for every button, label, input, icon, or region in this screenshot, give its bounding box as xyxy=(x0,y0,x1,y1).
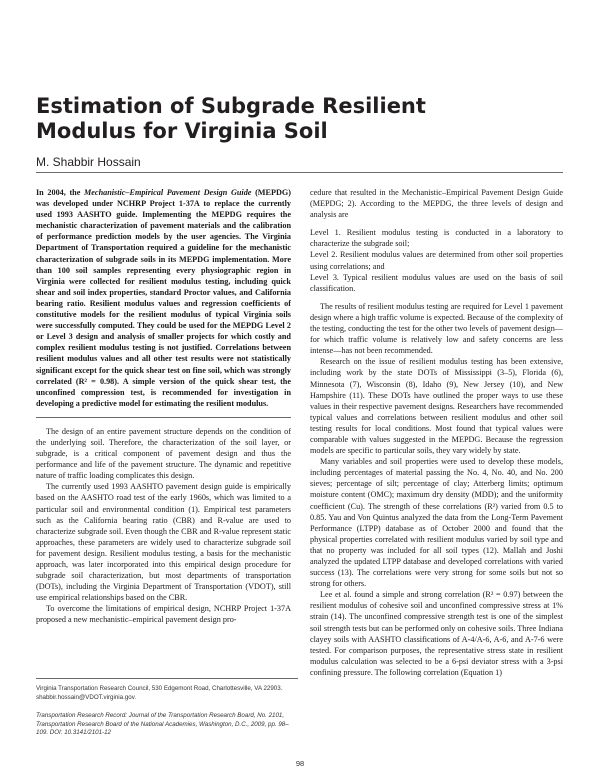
abstract-guide-title: Mechanistic–Empirical Pavement Design Guide xyxy=(84,188,252,197)
body-paragraph: Many variables and soil properties were used to develop these models, including percentages of material passing the No. 4, No. 40, and No. 200 sieves; percentage of silt; percentage of clay; Atterberg limits; optimum moisture content (OMC); maximum dry density (MDD); and the uniformity coefficient (Cu). The strength of these correlations (R²) varied from 0.5 to 0.85. Yau and Von Quintus analyzed the data from the Long-Term Pavement Performance (LTPP) database as of October 2000 and found that the physical properties correlated with resilient modulus varied by soil type and that no property was included for all soil types (12). Mallah and Joshi analyzed the updated LTPP database and developed correlations with varied success (13). The correlations were very strong for some soils but not so strong for others. xyxy=(310,457,563,589)
body-paragraph: Lee et al. found a simple and strong correlation (R² = 0.97) between the resilient modulus of cohesive soil and unconfined compressive stress at 1% strain (14). The unconfined compressive strength test is one of the simplest soil strength tests but can be performed only on cohesive soils. Three Indiana clayey soils with AASHTO classifications of A-4/A-6, A-6, and A-7-6 were tested. For comparison purposes, the representative stress state in resilient modulus calculation was selected to be a 6-psi deviator stress with a 3-psi confining pressure. The following correlation (Equation 1) xyxy=(310,590,563,677)
body-paragraph: To overcome the limitations of empirical design, NCHRP Project 1-37A proposed a new mechanistic–empirical pavement design pro- xyxy=(36,604,291,625)
paper-title: Estimation of Subgrade Resilient Modulus for Virginia Soil xyxy=(36,94,426,143)
body-paragraph: The design of an entire pavement structure depends on the condition of the underlying soil. Therefore, the characterization of the soil layer, or subgrade, is a critical component of pavement design and thus the performance and life of the pavement structure. The dynamic and repetitive nature of traffic loading complicates this design. xyxy=(36,426,291,481)
body-paragraph: cedure that resulted in the Mechanistic–Empirical Pavement Design Guide (MEPDG; 2). According to the MEPDG, the three levels of design and analysis are xyxy=(310,188,563,220)
spacer xyxy=(310,294,563,301)
body-paragraph: The currently used 1993 AASHTO pavement design guide is empirically based on the AASHTO road test of the early 1960s, which was limited to a particular soil and environmental condition (1). Empirical test parameters such as the California bearing ratio (CBR) and R-value are used to characterize subgrade soil. Even though the CBR and R-value represent static approaches, these parameters are widely used to characterize subgrade soil for pavement design. Resilient modulus testing, a basis for the mechanistic approach, was later incorporated into this empirical design procedure for subgrade soil characterization, but most departments of transportation (DOTs), including the Virginia Department of Transportation (VDOT), still use empirical relationships based on the CBR. xyxy=(36,482,291,603)
abstract xyxy=(36,187,291,409)
body-paragraph: Research on the issue of resilient modulus testing has been extensive, including work by the state DOTs of Mississippi (3–5), Florida (6), Minnesota (7), Wisconsin (8), Idaho (9), New Jersey (10), and New Hampshire (11). These DOTs have outlined the proper ways to use these values in their respective pavement designs. Researchers have recommended typical values and correlations between resilient modulus and other soil testing results for local conditions. Most found that typical values were comparable with values suggested in the MEPDG. Because the regression models are specific to particular soils, they vary widely by state. xyxy=(310,357,563,456)
footnote-divider xyxy=(36,678,298,679)
page-number: 98 xyxy=(295,759,305,768)
design-level-item: Level 3. Typical resilient modulus values are used on the basis of soil classification. xyxy=(310,272,563,293)
spacer xyxy=(310,220,563,227)
design-level-item: Level 2. Resilient modulus values are determined from other soil properties using correlations; and xyxy=(310,250,563,271)
design-level-item: Level 1. Resilient modulus testing is conducted in a laboratory to characterize the subgrade soil; xyxy=(310,228,563,249)
title-divider xyxy=(36,172,563,173)
abstract-body: (MEPDG) was developed under NCHRP Project 1-37A to replace the currently used 1993 AASHTO guide. Implementing the MEPDG requires the mechanistic characterization of pavement materials and the calibration of performance prediction models by the user agencies. The Virginia Department of Transportation required a guideline for the mechanistic characterization of subgrade soils in its MEPDG implementation. More than 100 soil samples representing every physiographic region in Virginia were collected for resilient modulus testing, including quick shear and soil index properties, standard Proctor values, and California bearing ratio. Resilient modulus values and regression coefficients of constitutive models for the resilient modulus of typical Virginia soils were successfully computed. They could be used for the MEPDG Level 2 or Level 3 design and analysis of smaller projects for which costly and complex resilient modulus testing is not justified. Correlations between resilient modulus values and all other test results were not statistically significant except for the quick shear test on fine soil, which was strongly correlated (R² = 0.98). A simple version of the quick shear test, the unconfined compression test, is recommended for investigation in developing a predictive model for estimating the resilient modulus. xyxy=(36,188,291,408)
abstract-lead: In 2004, the xyxy=(36,188,85,197)
left-column xyxy=(36,187,291,626)
citation-footnote: Transportation Research Record: Journal of the Transportation Research Board, No. 2101, Transportation Research Board of the National Academies, Washington, D.C., 2009, pp. 98–109. DOI: 10.3141/2101-12 xyxy=(36,712,289,737)
author-name: M. Shabbir Hossain xyxy=(36,155,141,169)
right-column xyxy=(310,187,563,678)
author-affiliation-footnote: Virginia Transportation Research Council, 530 Edgemont Road, Charlottesville, VA 22903. shabbir.hossain@VDOT.virginia.gov. xyxy=(36,685,283,701)
abstract-divider xyxy=(36,417,291,418)
body-paragraph: The results of resilient modulus testing are required for Level 1 pavement design where a high traffic volume is expected. Because of the complexity of the testing, conducting the test for the other two levels of pavement design—for which traffic volume is relatively low and safety concerns are less intense—has not been recommended. xyxy=(310,301,563,356)
